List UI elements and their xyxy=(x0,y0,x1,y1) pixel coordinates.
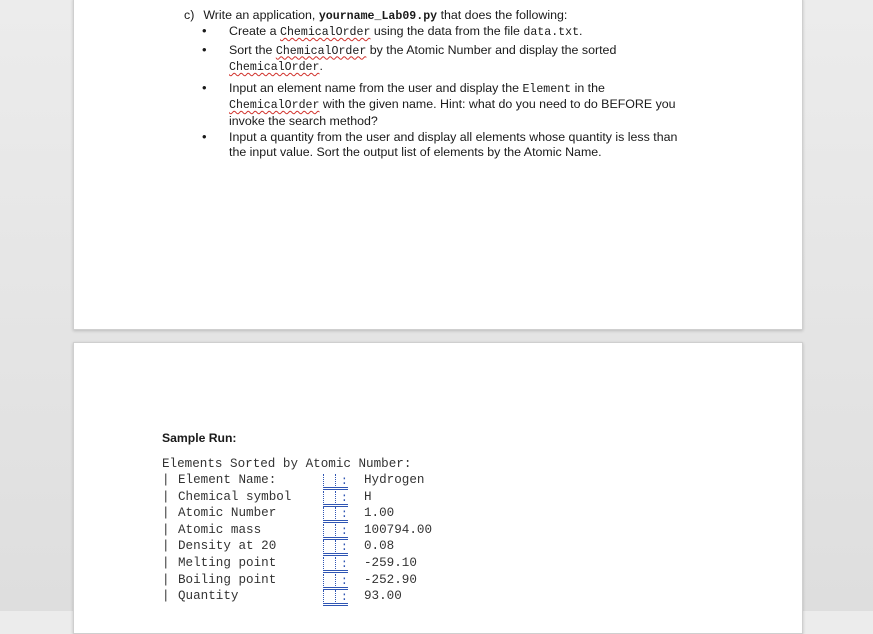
tab-separator xyxy=(323,507,348,521)
tab-marker xyxy=(323,491,324,505)
intro-suffix: that does the following: xyxy=(440,8,568,22)
bullet2-suffix: . xyxy=(319,59,323,73)
field-name: Element Name: xyxy=(178,473,277,487)
tab-marker xyxy=(323,524,324,538)
double-underline xyxy=(323,605,348,606)
class-name-chemicalorder: ChemicalOrder xyxy=(229,61,320,74)
field-value: 100794.00 xyxy=(364,522,433,537)
requirements-list xyxy=(202,24,697,159)
tab-marker xyxy=(335,491,336,505)
list-item xyxy=(202,24,697,41)
question-c-intro xyxy=(184,8,567,23)
tab-marker xyxy=(323,590,324,604)
intro-prefix: Write an application, xyxy=(203,8,316,22)
tab-marker xyxy=(335,474,336,488)
field-value: H xyxy=(364,489,372,504)
field-value: 0.08 xyxy=(364,539,395,554)
field-name: Atomic Number xyxy=(178,506,277,521)
field-name: Atomic mass xyxy=(178,522,262,537)
tab-marker xyxy=(323,540,324,554)
separator-colon: : xyxy=(340,556,348,571)
bullet3-middle: in the xyxy=(574,80,605,95)
class-name-chemicalorder: ChemicalOrder xyxy=(279,26,371,39)
element-class-name: Element xyxy=(522,82,572,96)
tab-marker xyxy=(335,524,336,538)
row-bar: | xyxy=(162,473,170,487)
document-page-2 xyxy=(73,342,803,634)
field-value: 93.00 xyxy=(364,589,402,604)
tab-separator xyxy=(323,474,348,488)
row-bar: | xyxy=(162,539,170,554)
field-value: Hydrogen xyxy=(364,473,425,487)
separator-colon: : xyxy=(340,590,348,605)
tab-marker xyxy=(335,507,336,521)
list-item xyxy=(202,43,697,76)
tab-marker xyxy=(323,507,324,521)
bullet4-text: Input a quantity from the user and display all elements whose quantity is less than the input value. Sort the output list of elements by the Atomic Name. xyxy=(229,130,678,159)
tab-marker xyxy=(335,557,336,571)
field-name: Chemical symbol xyxy=(178,489,292,504)
tab-marker xyxy=(323,474,324,488)
tab-marker xyxy=(335,540,336,554)
tab-marker xyxy=(335,590,336,604)
bullet1-middle: using the data from the file xyxy=(373,24,520,38)
tab-separator xyxy=(323,557,348,571)
tab-marker xyxy=(323,557,324,571)
row-bar: | xyxy=(162,589,170,604)
field-name: Boiling point xyxy=(178,572,277,587)
row-bar: | xyxy=(162,522,170,537)
field-name: Melting point xyxy=(178,555,277,570)
list-item xyxy=(202,130,697,159)
bullet1-suffix: . xyxy=(579,24,583,38)
field-value: -252.90 xyxy=(364,572,417,587)
bullet1-prefix: Create a xyxy=(229,24,277,38)
document-page-1 xyxy=(73,0,803,330)
bullet3-suffix: with the given name. Hint: what do you need to do BEFORE you invoke the search method? xyxy=(229,97,676,128)
field-value: -259.10 xyxy=(364,555,417,570)
field-name: Density at 20 xyxy=(178,539,277,554)
tab-separator xyxy=(323,590,348,604)
filename: yourname_Lab09.py xyxy=(318,10,438,23)
tab-marker xyxy=(335,574,336,588)
sample-run-title: Elements Sorted by Atomic Number: xyxy=(162,457,412,471)
tab-separator xyxy=(323,574,348,588)
tab-separator xyxy=(323,540,348,554)
row-bar: | xyxy=(162,572,170,587)
separator-colon: : xyxy=(340,573,348,588)
row-bar: | xyxy=(162,555,170,570)
separator-colon: : xyxy=(340,474,348,488)
separator-colon: : xyxy=(340,507,348,522)
bullet2-prefix: Sort the xyxy=(229,42,273,57)
tab-marker xyxy=(323,574,324,588)
tab-separator xyxy=(323,491,348,505)
field-name: Quantity xyxy=(178,589,239,604)
row-bar: | xyxy=(162,506,170,521)
bullet3-prefix: Input an element name from the user and display the xyxy=(229,80,519,95)
separator-colon: : xyxy=(340,523,348,538)
class-name-chemicalorder: ChemicalOrder xyxy=(275,44,367,58)
separator-colon: : xyxy=(340,490,348,505)
separator-colon: : xyxy=(340,540,348,555)
list-item xyxy=(202,81,697,129)
tab-separator xyxy=(323,524,348,538)
row-bar: | xyxy=(162,489,170,504)
bullet2-middle: by the Atomic Number and display the sorted xyxy=(369,42,617,57)
field-value: 1.00 xyxy=(364,506,395,521)
sample-run-heading: Sample Run: xyxy=(162,431,237,445)
data-file-name: data.txt xyxy=(523,26,580,39)
question-label: c) xyxy=(184,8,195,22)
class-name-chemicalorder: ChemicalOrder xyxy=(229,99,320,112)
